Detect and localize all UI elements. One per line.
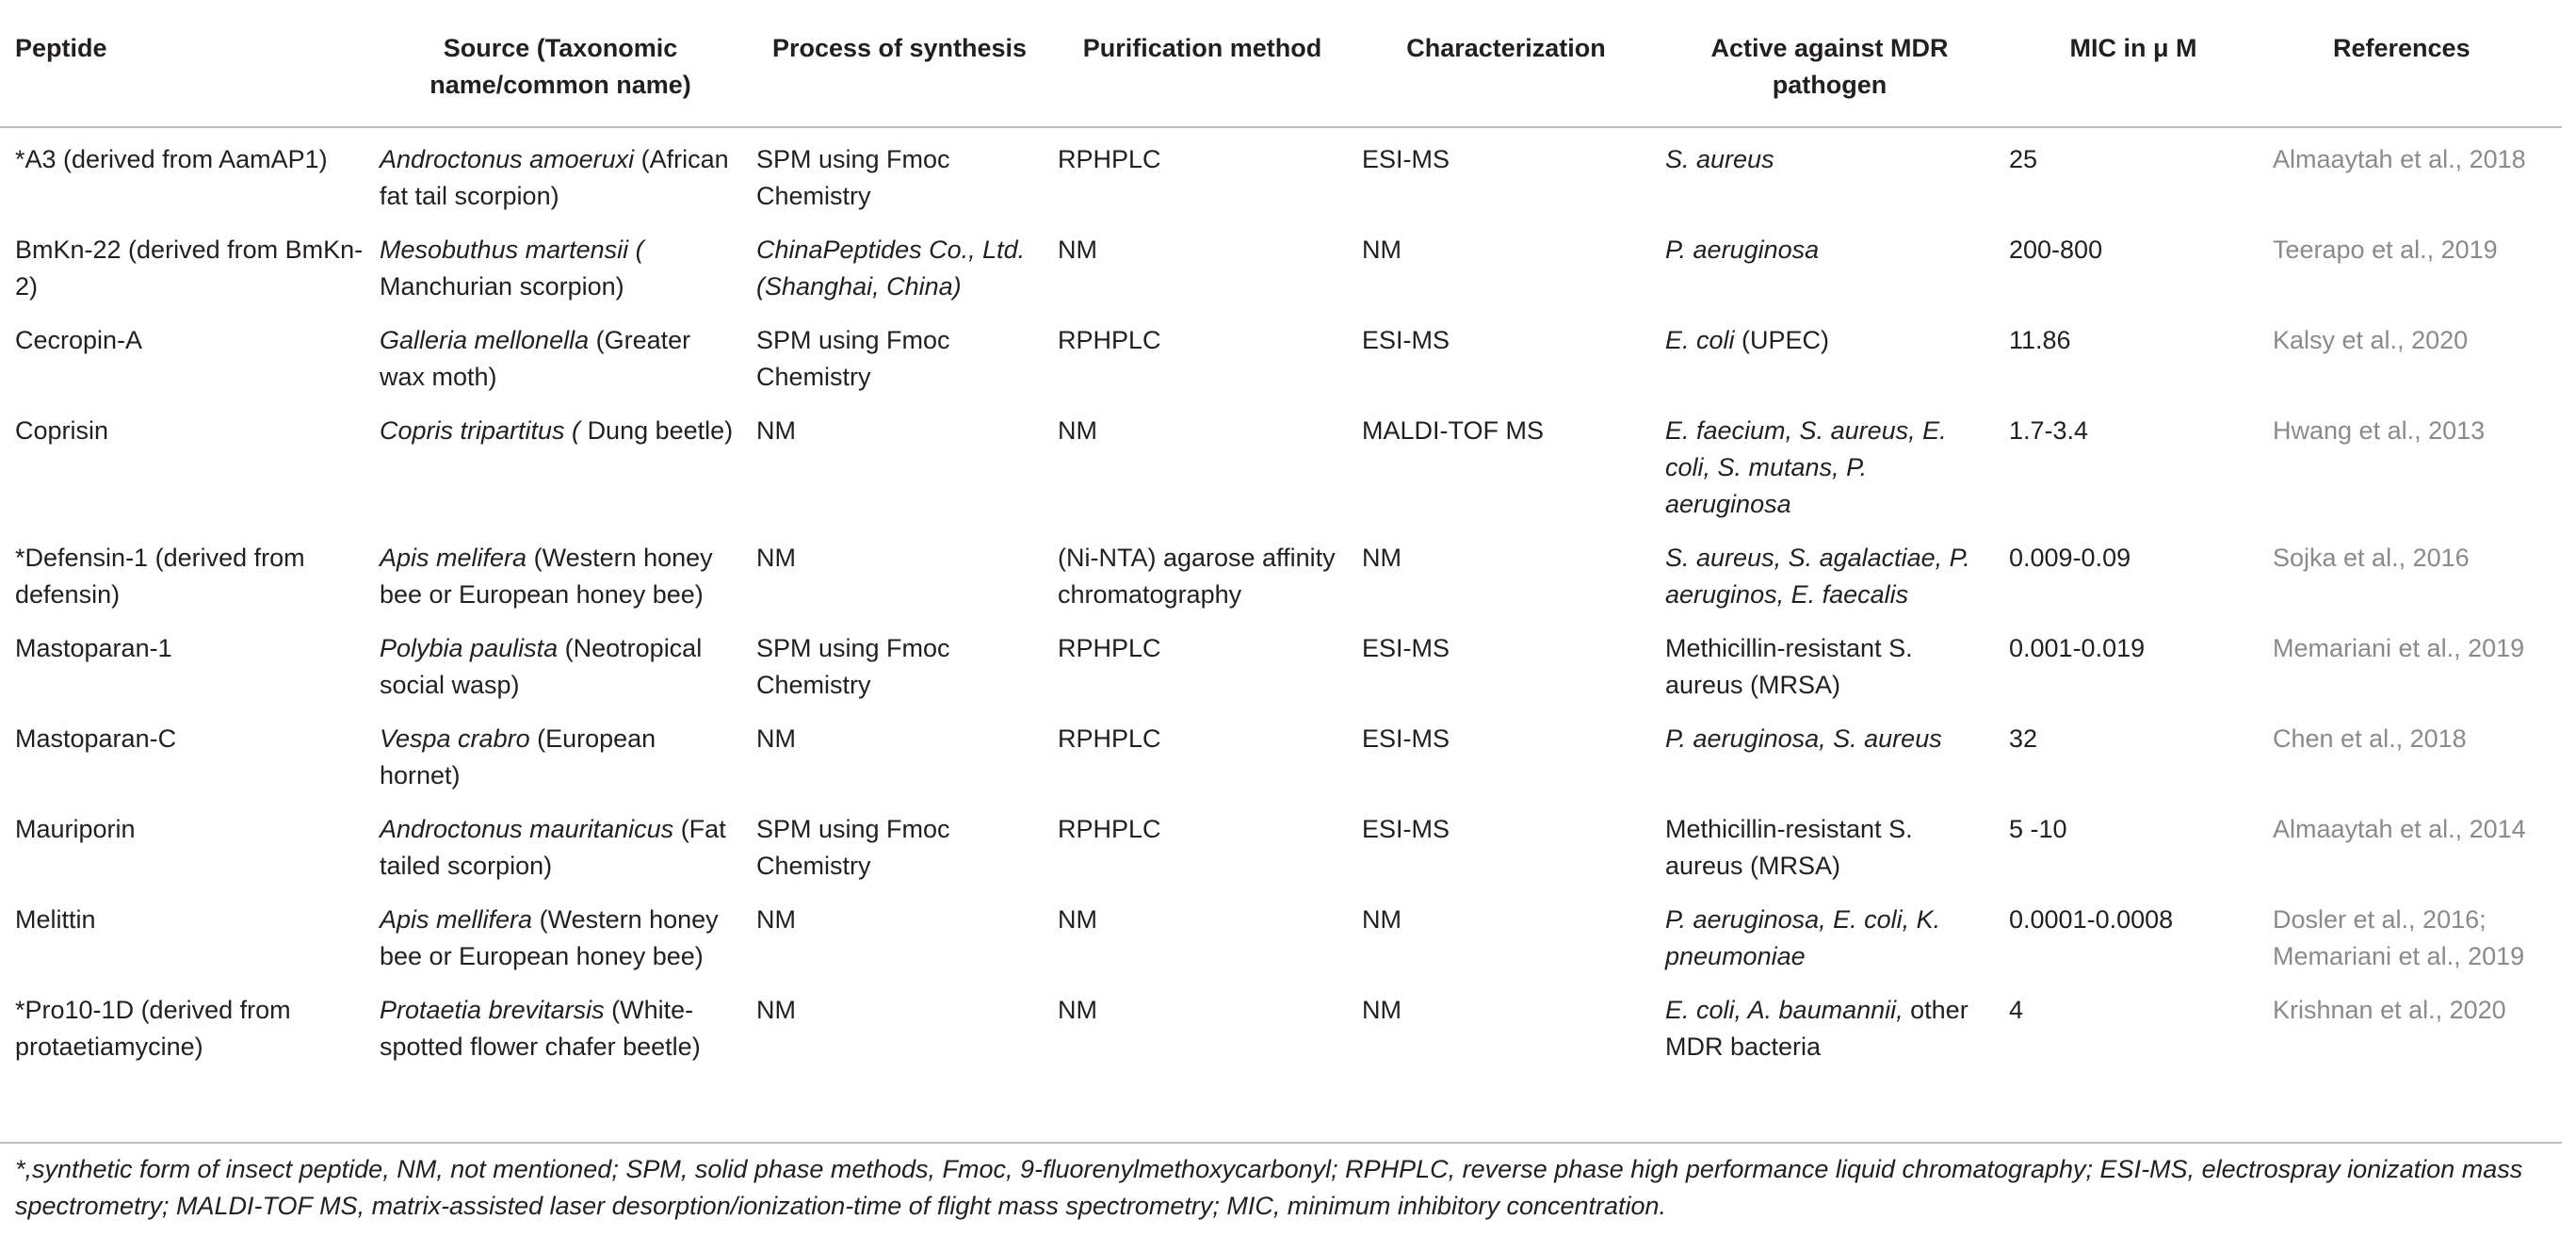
reference-link: Memariani et al., 2019: [2273, 634, 2525, 662]
mic-value: 1.7-3.4: [2009, 416, 2089, 445]
peptide-table: [0, 13, 2562, 1081]
cell-mic: [2001, 979, 2265, 1081]
cell-characterization: [1354, 127, 1658, 219]
cell-peptide: [0, 309, 372, 399]
cell-references: [2265, 798, 2562, 888]
process-text: SPM using Fmoc Chemistry: [756, 634, 950, 699]
cell-active: [1658, 219, 2001, 309]
cell-mic: [2001, 309, 2265, 399]
peptide-name: BmKn-22 (derived from BmKn-2): [15, 236, 364, 301]
process-text: NM: [756, 416, 796, 445]
table-header: [0, 13, 2562, 127]
cell-peptide: [0, 127, 372, 219]
process-text: ChinaPeptides Co., Ltd. (Shanghai, China): [756, 236, 1026, 301]
characterization-text: NM: [1362, 996, 1401, 1024]
characterization-text: ESI-MS: [1362, 815, 1450, 843]
cell-source: [372, 309, 749, 399]
cell-active: [1658, 798, 2001, 888]
process-text: NM: [756, 544, 796, 572]
cell-source: [372, 979, 749, 1081]
purification-text: RPHPLC: [1058, 326, 1161, 354]
cell-peptide: [0, 219, 372, 309]
reference-link: Krishnan et al., 2020: [2273, 996, 2506, 1024]
cell-process: [749, 527, 1050, 617]
source-common: Manchurian scorpion): [380, 272, 624, 301]
cell-references: [2265, 979, 2562, 1081]
purification-text: NM: [1058, 905, 1097, 934]
cell-process: [749, 798, 1050, 888]
process-text: NM: [756, 905, 796, 934]
reference-link: Almaaytah et al., 2018: [2273, 145, 2526, 173]
cell-source: [372, 127, 749, 219]
source-taxon: Androctonus mauritanicus: [380, 815, 674, 843]
table-row: [0, 979, 2562, 1081]
peptide-name: Cecropin-A: [15, 326, 143, 354]
process-text: SPM using Fmoc Chemistry: [756, 145, 950, 210]
cell-references: [2265, 888, 2562, 979]
table-row: [0, 219, 2562, 309]
cell-characterization: [1354, 399, 1658, 527]
purification-text: NM: [1058, 236, 1097, 264]
pathogen-italic: P. aeruginosa, E. coli, K. pneumoniae: [1665, 905, 1941, 970]
cell-characterization: [1354, 527, 1658, 617]
peptide-name: Mastoparan-1: [15, 634, 172, 662]
cell-active: [1658, 309, 2001, 399]
pathogen-italic: S. aureus, S. agalactiae, P. aeruginos, E. faecalis: [1665, 544, 1970, 609]
cell-purification: [1050, 527, 1354, 617]
cell-active: [1658, 127, 2001, 219]
cell-source: [372, 707, 749, 798]
cell-process: [749, 309, 1050, 399]
reference-link: Kalsy et al., 2020: [2273, 326, 2469, 354]
cell-mic: [2001, 527, 2265, 617]
header-characterization: Characterization: [1406, 34, 1606, 62]
cell-purification: [1050, 127, 1354, 219]
characterization-text: ESI-MS: [1362, 326, 1450, 354]
header-active: Active against MDR pathogen: [1710, 34, 1949, 99]
purification-text: RPHPLC: [1058, 724, 1161, 753]
mic-value: 32: [2009, 724, 2038, 753]
cell-process: [749, 399, 1050, 527]
cell-peptide: [0, 888, 372, 979]
characterization-text: ESI-MS: [1362, 634, 1450, 662]
table-row: [0, 399, 2562, 527]
characterization-text: NM: [1362, 544, 1401, 572]
purification-text: (Ni-NTA) agarose affinity chromatography: [1058, 544, 1336, 609]
cell-characterization: [1354, 707, 1658, 798]
pathogen-italic: P. aeruginosa: [1665, 236, 1820, 264]
header-mic: MIC in μ M: [2069, 34, 2197, 62]
mic-value: 5 -10: [2009, 815, 2067, 843]
mic-value: 11.86: [2009, 326, 2071, 354]
reference-link: Dosler et al., 2016; Memariani et al., 2019: [2273, 905, 2525, 970]
pathogen-rest: Methicillin-resistant S. aureus (MRSA): [1665, 815, 1913, 880]
purification-text: RPHPLC: [1058, 815, 1161, 843]
cell-mic: [2001, 219, 2265, 309]
source-taxon: Androctonus amoeruxi: [380, 145, 635, 173]
source-common: (Greater wax moth): [380, 326, 691, 391]
pathogen-rest: Methicillin-resistant S. aureus (MRSA): [1665, 634, 1913, 699]
source-taxon: Galleria mellonella: [380, 326, 590, 354]
process-text: NM: [756, 996, 796, 1024]
purification-text: NM: [1058, 996, 1097, 1024]
reference-link: Hwang et al., 2013: [2273, 416, 2486, 445]
header-source: Source (Taxonomic name/common name): [429, 34, 691, 99]
characterization-text: ESI-MS: [1362, 724, 1450, 753]
cell-references: [2265, 219, 2562, 309]
cell-references: [2265, 707, 2562, 798]
table-row: [0, 309, 2562, 399]
cell-peptide: [0, 979, 372, 1081]
cell-active: [1658, 979, 2001, 1081]
mic-value: 0.009-0.09: [2009, 544, 2131, 572]
peptide-name: Mauriporin: [15, 815, 136, 843]
source-common: (European hornet): [380, 724, 656, 789]
header-purification: Purification method: [1082, 34, 1322, 62]
characterization-text: ESI-MS: [1362, 145, 1450, 173]
mic-value: 200-800: [2009, 236, 2103, 264]
purification-text: NM: [1058, 416, 1097, 445]
pathogen-italic: P. aeruginosa, S. aureus: [1665, 724, 1942, 753]
cell-source: [372, 888, 749, 979]
peptide-name: Coprisin: [15, 416, 109, 445]
cell-active: [1658, 399, 2001, 527]
cell-source: [372, 399, 749, 527]
cell-peptide: [0, 798, 372, 888]
reference-link: Almaaytah et al., 2014: [2273, 815, 2526, 843]
cell-process: [749, 127, 1050, 219]
characterization-text: NM: [1362, 905, 1401, 934]
cell-peptide: [0, 617, 372, 707]
source-common: (Western honey bee or European honey bee): [380, 544, 713, 609]
cell-process: [749, 219, 1050, 309]
cell-purification: [1050, 219, 1354, 309]
pathogen-rest: other MDR bacteria: [1665, 996, 1968, 1061]
pathogen-italic: E. coli, A. baumannii,: [1665, 996, 1904, 1024]
header-references: References: [2333, 34, 2471, 62]
table-row: [0, 798, 2562, 888]
table-row: [0, 707, 2562, 798]
source-taxon: Polybia paulista: [380, 634, 559, 662]
source-taxon: Protaetia brevitarsis: [380, 996, 605, 1024]
cell-references: [2265, 527, 2562, 617]
purification-text: RPHPLC: [1058, 145, 1161, 173]
process-text: SPM using Fmoc Chemistry: [756, 815, 950, 880]
pathogen-italic: S. aureus: [1665, 145, 1774, 173]
cell-process: [749, 707, 1050, 798]
table-body: [0, 127, 2562, 1081]
cell-source: [372, 617, 749, 707]
source-common: (African fat tail scorpion): [380, 145, 729, 210]
source-common: (Neotropical social wasp): [380, 634, 703, 699]
reference-link: Chen et al., 2018: [2273, 724, 2467, 753]
cell-characterization: [1354, 219, 1658, 309]
cell-active: [1658, 707, 2001, 798]
table-row: [0, 617, 2562, 707]
cell-purification: [1050, 888, 1354, 979]
cell-references: [2265, 309, 2562, 399]
table-footnote: *,synthetic form of insect peptide, NM, not mentioned; SPM, solid phase methods, Fmoc, 9-fluorenylmethoxycarbonyl; RPHPLC, reverse phase high performance liquid chromatography; ESI-MS, electrospray ionization mass spectrometry; MALDI-TOF MS, matrix-assisted laser desorption/ionization-time of flight mass spectrometry; MIC, minimum inhibitory concentration.: [0, 1142, 2562, 1225]
source-taxon: Mesobuthus martensii (: [380, 236, 644, 264]
cell-peptide: [0, 527, 372, 617]
source-common: (Fat tailed scorpion): [380, 815, 726, 880]
cell-process: [749, 888, 1050, 979]
cell-characterization: [1354, 888, 1658, 979]
peptide-name: *Pro10-1D (derived from protaetiamycine): [15, 996, 291, 1061]
cell-characterization: [1354, 617, 1658, 707]
reference-link: Sojka et al., 2016: [2273, 544, 2470, 572]
mic-value: 0.0001-0.0008: [2009, 905, 2174, 934]
cell-characterization: [1354, 309, 1658, 399]
peptide-name: Mastoparan-C: [15, 724, 177, 753]
process-text: SPM using Fmoc Chemistry: [756, 326, 950, 391]
source-common: Dung beetle): [587, 416, 734, 445]
purification-text: RPHPLC: [1058, 634, 1161, 662]
source-common: (Western honey bee or European honey bee): [380, 905, 719, 970]
cell-source: [372, 527, 749, 617]
cell-mic: [2001, 127, 2265, 219]
peptide-name: *Defensin-1 (derived from defensin): [15, 544, 305, 609]
peptide-name: *A3 (derived from AamAP1): [15, 145, 328, 173]
source-taxon: Apis melifera: [380, 544, 527, 572]
source-taxon: Vespa crabro: [380, 724, 530, 753]
reference-link: Teerapo et al., 2019: [2273, 236, 2498, 264]
cell-characterization: [1354, 979, 1658, 1081]
source-common: (White-spotted flower chafer beetle): [380, 996, 701, 1061]
cell-process: [749, 617, 1050, 707]
cell-active: [1658, 617, 2001, 707]
cell-mic: [2001, 888, 2265, 979]
cell-peptide: [0, 399, 372, 527]
cell-peptide: [0, 707, 372, 798]
pathogen-rest: (UPEC): [1742, 326, 1830, 354]
cell-purification: [1050, 309, 1354, 399]
characterization-text: MALDI-TOF MS: [1362, 416, 1545, 445]
cell-active: [1658, 527, 2001, 617]
source-taxon: Copris tripartitus (: [380, 416, 581, 445]
cell-purification: [1050, 979, 1354, 1081]
process-text: NM: [756, 724, 796, 753]
cell-characterization: [1354, 798, 1658, 888]
table-row: [0, 127, 2562, 219]
table-row: [0, 888, 2562, 979]
header-process: Process of synthesis: [771, 34, 1028, 62]
mic-value: 25: [2009, 145, 2038, 173]
cell-references: [2265, 617, 2562, 707]
pathogen-italic: E. coli: [1665, 326, 1735, 354]
cell-active: [1658, 888, 2001, 979]
cell-purification: [1050, 617, 1354, 707]
cell-references: [2265, 399, 2562, 527]
cell-mic: [2001, 399, 2265, 527]
source-taxon: Apis mellifera: [380, 905, 533, 934]
cell-mic: [2001, 798, 2265, 888]
cell-purification: [1050, 798, 1354, 888]
table-row: [0, 527, 2562, 617]
mic-value: 4: [2009, 996, 2024, 1024]
cell-purification: [1050, 707, 1354, 798]
header-peptide: Peptide: [15, 34, 107, 62]
cell-source: [372, 219, 749, 309]
cell-purification: [1050, 399, 1354, 527]
pathogen-italic: E. faecium, S. aureus, E. coli, S. mutans, P. aeruginosa: [1665, 416, 1947, 518]
cell-references: [2265, 127, 2562, 219]
cell-source: [372, 798, 749, 888]
cell-mic: [2001, 617, 2265, 707]
cell-mic: [2001, 707, 2265, 798]
cell-process: [749, 979, 1050, 1081]
characterization-text: NM: [1362, 236, 1401, 264]
mic-value: 0.001-0.019: [2009, 634, 2146, 662]
peptide-name: Melittin: [15, 905, 96, 934]
